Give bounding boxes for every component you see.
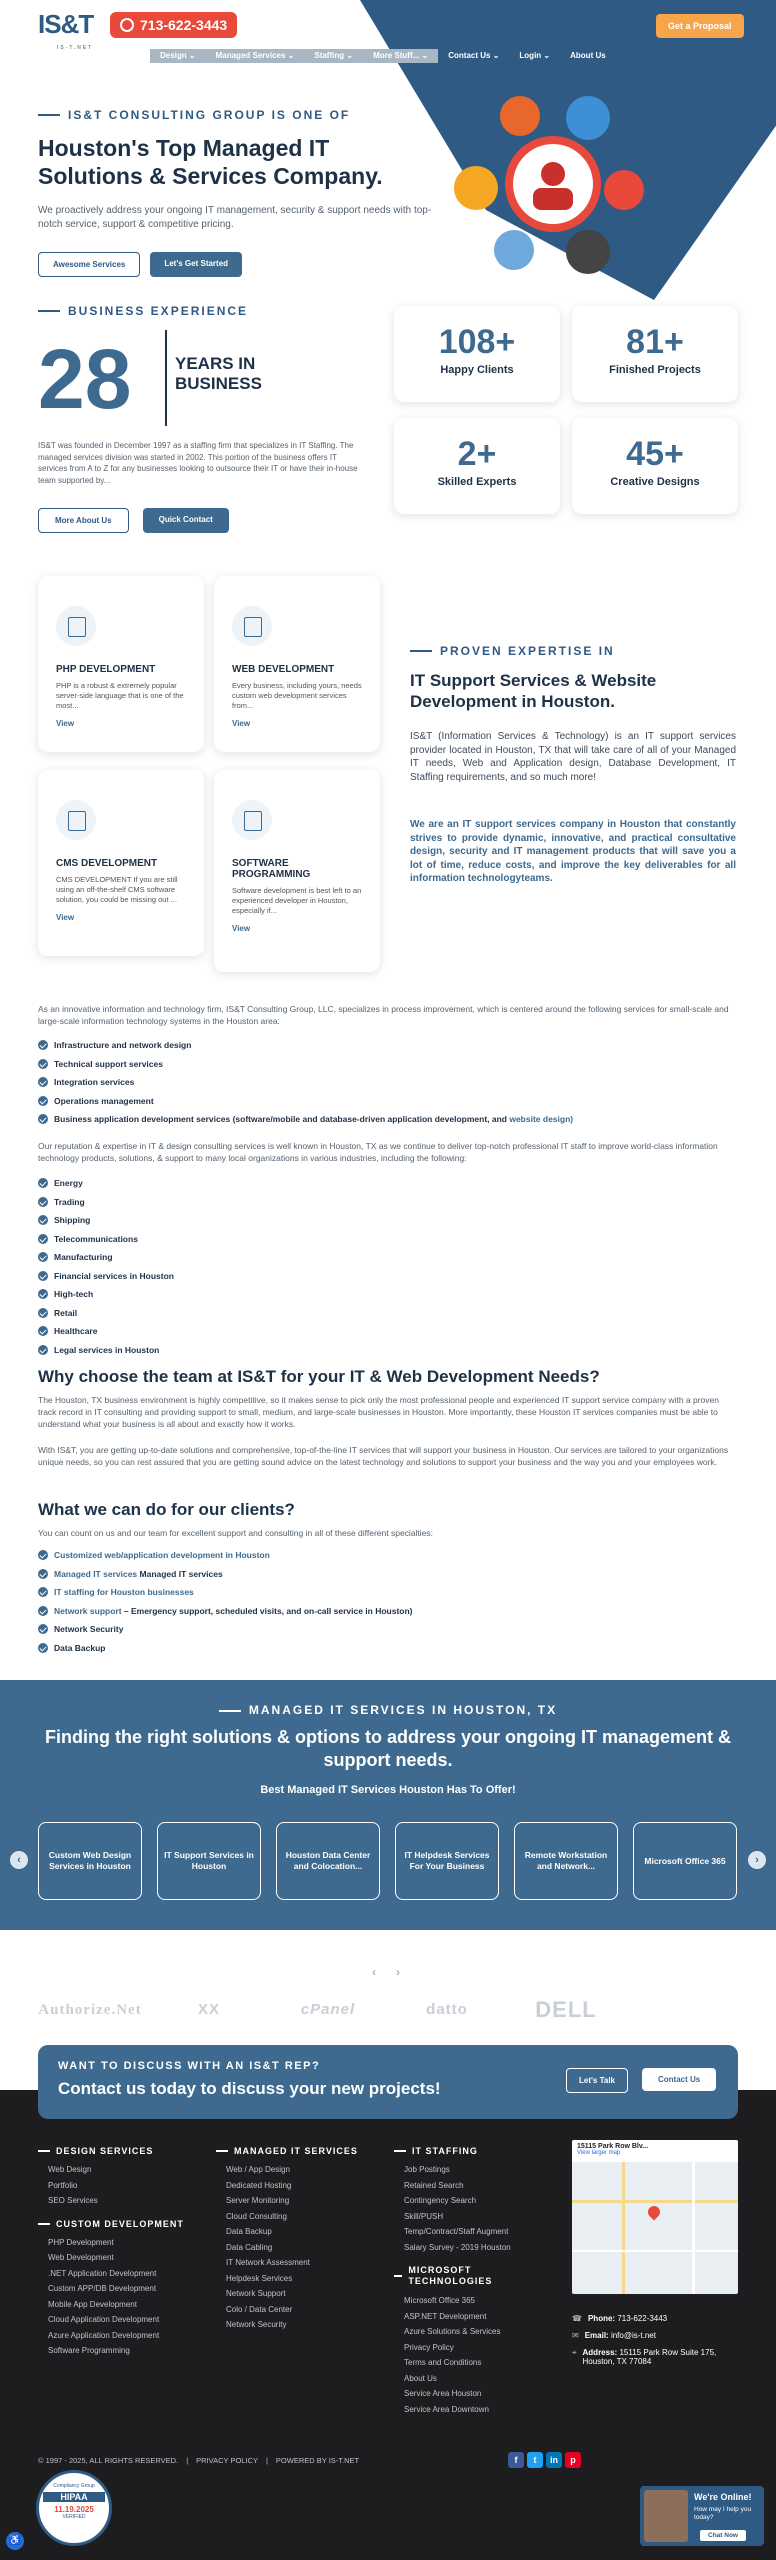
footer-link[interactable]: Mobile App Development [48,2299,137,2309]
list-item: Data Backup [38,1639,738,1658]
check-icon [38,1326,48,1336]
proven-bold-paragraph: We are an IT support services company in Houston that constantly strives to provide dynamic, innovative, and practical consultative design, security and IT management products that will save you a lot of time, reduce costs, and improve the key deliverables for all information technologyteams. [410,819,736,884]
footer-link[interactable]: .NET Application Development [48,2268,157,2278]
list-item [38,1546,738,1565]
it-staffing-link[interactable]: IT staffing for Houston businesses [54,1587,194,1598]
managed-eyebrow: MANAGED IT SERVICES IN HOUSTON, TX [0,1703,776,1717]
partner-logo-6 [633,1993,737,2027]
check-icon [38,1040,48,1050]
footer-link[interactable]: About Us [404,2373,437,2383]
list-item: Technical support services [38,1055,738,1074]
custom-web-link[interactable]: Customized web/application development in Houston [54,1550,270,1561]
list-item: Business application development services (software/mobile and database-driven application development, and website design) [38,1110,738,1129]
why-paragraph-1: The Houston, TX business environment is highly competitive, so it makes sense to pick only the most professional people and experienced IT support service company with a proven track record in IT consulting and providing support to small, medium, and large-scale businesses in Houston. More importantly, these Houston IT services companies must be able to understand what your business is all about and exactly how it works. [38,1395,719,1429]
footer-link[interactable]: Service Area Houston [404,2389,482,2398]
partner-logo-2: XX [197,2001,220,2018]
person-body-icon [533,188,573,210]
social-icons [508,2452,584,2468]
footer-link[interactable]: Network Security [226,2320,287,2329]
footer-link[interactable]: Temp/Contract/Staff Augment [404,2227,509,2236]
whatwedo-title: What we can do for our clients? [38,1500,295,1519]
intro-paragraph: As an innovative information and technology firm, IS&T Consulting Group, LLC, specializes in process improvement, which is centered around the following services for small-scale and large-scale information technology systems in the Houston area: [38,1004,729,1026]
check-icon [38,1345,48,1355]
list-item: Network support – Emergency support, scheduled visits, and on-call service in Houston) [38,1602,738,1621]
yellow-bubble-icon [454,166,498,210]
footer-link[interactable]: Microsoft Office 365 [404,2296,475,2305]
orange-bubble-icon [500,96,540,136]
footer-link[interactable]: Portfolio [48,2180,78,2190]
nav-contact-us[interactable]: Contact Us ⌄ [448,51,500,60]
nav-about-us[interactable]: About Us [570,51,606,60]
view-link[interactable]: View [232,924,251,933]
network-support-link[interactable]: Network support [54,1605,122,1616]
check-icon [38,1178,48,1188]
chat-now-button[interactable]: Chat Now [700,2530,746,2541]
footer-link[interactable]: Data Cabling [226,2242,273,2252]
email-icon: ✉ [572,2331,579,2340]
services-list [38,1036,738,1129]
footer-link[interactable]: Software Programming [48,2346,130,2355]
why-title: Why choose the team at IS&T for your IT & Web Development Needs? [38,1367,600,1386]
check-icon [38,1059,48,1069]
list-item: Healthcare [38,1322,438,1341]
managed-it-link[interactable]: Managed IT services [54,1568,138,1579]
cta-eyebrow: WANT TO DISCUSS WITH AN IS&T REP? [58,2060,321,2072]
check-icon [38,1587,48,1597]
phone-button[interactable]: 713-622-3443 [110,12,237,38]
map-larger-link[interactable]: View larger map [577,2150,621,2156]
experience-actions [38,508,229,533]
footer-contact [572,2314,742,2366]
partner-logo-datto: datto [426,2001,468,2018]
check-icon [38,1252,48,1262]
whatwedo-intro: You can count on us and our team for excellent support and consulting in all of these different specialties: [38,1528,434,1538]
check-icon [38,1289,48,1299]
footer-link[interactable]: Azure Solutions & Services [404,2327,501,2336]
hero-title: Houston's Top Managed IT Solutions & Services Company. [38,135,383,189]
footer-link[interactable]: Web Design [48,2165,92,2174]
contact-phone: ☎ Phone: 713-622-3443 [572,2314,668,2323]
footer-link[interactable]: Skill/PUSH [404,2211,444,2221]
footer-link[interactable]: Network Support [226,2289,286,2298]
service-card[interactable]: IT Support Services in Houston [157,1822,261,1900]
list-item: Operations management [38,1092,738,1111]
hipaa-badge[interactable]: Compliancy Group HIPAA 11.19.2025 VERIFIED [36,2470,112,2546]
footer-link[interactable]: Helpdesk Services [226,2273,293,2283]
footer-link[interactable]: Terms and Conditions [404,2358,482,2367]
footer-staffing-col: IT STAFFING Job Postings Retained Search Contingency Search Skill/PUSH Temp/Contract/Staff Augment Salary Survey - 2019 Houston MICROSOFT TECHNOLOGIES Microsoft Office 365 ASP.NET Development Azure Solutions & Services Privacy Policy Terms and Conditions About Us Service Area Houston Service Area Downtown [394,2146,514,2417]
list-item: Infrastructure and network design [38,1036,738,1055]
service-card[interactable]: IT Helpdesk Services For Your Business [395,1822,499,1900]
php-icon [56,606,96,646]
check-icon [38,1606,48,1616]
contact-email: ✉ Email: info@is-t.net [572,2331,656,2340]
list-item: Integration services [38,1073,738,1092]
nav-staffing[interactable]: Staffing ⌄ [304,49,363,63]
list-item: Manufacturing [38,1248,438,1267]
chat-widget[interactable]: We're Online! How may I help you today? Chat Now [640,2486,764,2546]
lets-get-started-button[interactable]: Let's Get Started [150,252,242,277]
person-head-icon [541,162,565,186]
carousel-next-icon[interactable]: › [748,1851,766,1869]
years-label: YEARS IN BUSINESS [175,354,262,393]
footer-link[interactable]: Dedicated Hosting [226,2180,292,2190]
hero-eyebrow: IS&T CONSULTING GROUP IS ONE OF [38,108,350,122]
footer-design-col: DESIGN SERVICES Web Design Portfolio SEO Services CUSTOM DEVELOPMENT PHP Development Web Development .NET Application Development Custom APP/DB Development Mobile App Development Cloud Application Development Azure Application Development Software Programming [38,2146,184,2359]
card-web-development[interactable]: WEB DEVELOPMENT Every business, including yours, needs custom web development services from... View [214,576,380,752]
website-design-link[interactable]: website design) [509,1114,574,1125]
footer-link[interactable]: PHP Development [48,2237,114,2247]
footer-link[interactable]: Colo / Data Center [226,2304,293,2314]
check-icon [38,1096,48,1106]
footer-link[interactable]: Salary Survey - 2019 Houston [404,2242,511,2252]
list-item: Managed IT services Managed IT services [38,1565,738,1584]
check-icon [38,1308,48,1318]
main-nav [150,49,616,63]
view-link[interactable]: View [56,719,75,728]
stat-finished-projects: 81+ Finished Projects [572,306,738,402]
map-embed[interactable] [572,2140,738,2294]
check-icon [38,1643,48,1653]
list-item: Retail [38,1304,438,1323]
phone-icon: ☎ [572,2314,582,2323]
service-card[interactable]: Microsoft Office 365 [633,1822,737,1900]
cms-icon [56,800,96,840]
footer-link[interactable]: Retained Search [404,2180,464,2190]
pinterest-icon[interactable]: p [565,2452,581,2468]
partner-logo-cpanel: cPanel [300,2001,356,2018]
managed-subtitle: Best Managed IT Services Houston Has To Offer! [260,1784,516,1796]
cta-title: Contact us today to discuss your new projects! [58,2079,441,2098]
footer-link[interactable]: Web / App Design [226,2165,290,2174]
footer-bottom-bar: © 1997 - 2025, ALL RIGHTS RESERVED. | PRIVACY POLICY | POWERED BY IS-T.NET [38,2456,360,2465]
contact-us-button[interactable]: Contact Us [642,2068,716,2091]
stat-creative-designs: 45+ Creative Designs [572,418,738,514]
footer-link[interactable]: Cloud Consulting [226,2211,287,2221]
footer-link[interactable]: Privacy Policy [404,2342,454,2352]
twitter-icon[interactable]: t [527,2452,543,2468]
contact-address: ⌖ Address: 15115 Park Row Suite 175, Houston, TX 77084 [572,2348,717,2366]
facebook-icon[interactable]: f [508,2452,524,2468]
managed-title: Finding the right solutions & options to address your ongoing IT management & support needs. [45,1727,731,1770]
software-icon [232,800,272,840]
years-divider [165,330,167,426]
phone-icon [120,18,134,32]
list-item: Legal services in Houston [38,1341,438,1360]
check-icon [38,1114,48,1124]
check-icon [38,1624,48,1634]
stat-happy-clients: 108+ Happy Clients [394,306,560,402]
logo[interactable]: IS&T IS-T.NET [38,9,94,51]
footer-link[interactable]: Cloud Application Development [48,2315,160,2324]
experience-text: IS&T was founded in December 1997 as a staffing firm that specializes in IT Staffing. The managed services division was started in 2002. This portion of the business offers IT services from A to Z for any businesses looking to outsource their IT or have their in-house team supported by... [38,441,358,485]
check-icon [38,1197,48,1207]
web-icon [232,606,272,646]
nav-more-stuff[interactable]: More Stuff... ⌄ [363,49,438,63]
partners-next-icon[interactable]: › [396,1965,400,1979]
list-item: Financial services in Houston [38,1267,438,1286]
nav-managed-services[interactable]: Managed Services ⌄ [206,49,305,63]
list-item [38,1583,738,1602]
gear-bubble-icon [604,170,644,210]
computer-bubble-icon [566,230,610,274]
proven-title: IT Support Services & Website Development in Houston. [410,671,657,711]
service-card[interactable]: Houston Data Center and Colocation... [276,1822,380,1900]
check-icon [38,1077,48,1087]
list-item: Telecommunications [38,1230,438,1249]
view-link[interactable]: View [232,719,251,728]
check-icon [38,1234,48,1244]
chat-agent-avatar [644,2490,688,2542]
nav-login[interactable]: Login ⌄ [519,51,551,60]
footer-link[interactable]: Job Postings [404,2165,450,2174]
partners-prev-icon[interactable]: ‹ [372,1965,376,1979]
lets-talk-button[interactable]: Let's Talk [566,2068,628,2093]
service-card[interactable]: Custom Web Design Services in Houston [38,1822,142,1900]
view-link[interactable]: View [56,913,75,922]
footer-link[interactable]: Server Monitoring [226,2196,290,2205]
proven-eyebrow: PROVEN EXPERTISE IN [410,644,615,658]
linkedin-icon[interactable]: in [546,2452,562,2468]
hero-description: We proactively address your ongoing IT management, security & support needs with top-notch service, support & competitive pricing. [38,205,432,230]
footer-link[interactable]: ASP.NET Development [404,2311,487,2321]
phone-bubble-icon [494,230,534,270]
footer-link[interactable]: IT Network Assessment [226,2258,310,2267]
card-cms-development[interactable]: CMS DEVELOPMENT CMS DEVELOPMENT If you are still using an off-the-shelf CMS software solution, you could be missing out ... View [38,770,204,956]
map-address: 15115 Park Row Blv... [577,2143,649,2150]
carousel-prev-icon[interactable]: ‹ [10,1851,28,1869]
check-icon [38,1569,48,1579]
experience-eyebrow: BUSINESS EXPERIENCE [38,304,248,318]
quick-contact-button[interactable]: Quick Contact [143,508,229,533]
copyright: © 1997 - 2025, ALL RIGHTS RESERVED. [38,2456,179,2465]
proven-paragraph: IS&T (Information Services & Technology) is an IT support services provider located in Houston, TX that will take care of all of your Managed IT needs, Web and Application design, Database Development, IT Staffing requirements, and so much more! [410,731,736,783]
more-about-us-button[interactable]: More About Us [38,508,129,533]
whatwedo-list [38,1546,738,1657]
industries-paragraph: Our reputation & expertise in IT & design consulting services is well known in Houston, TX as we continue to deliver top-notch professional IT staff to improve world-class information technology products, solutions, & support to many local organizations in various industries, including the following: [38,1141,718,1163]
privacy-link[interactable]: PRIVACY POLICY [196,2456,258,2465]
check-icon [38,1215,48,1225]
footer-managed-col: MANAGED IT SERVICES Web / App Design Dedicated Hosting Server Monitoring Cloud Consulting Data Backup Data Cabling IT Network Assessment Helpdesk Services Network Support Colo / Data Center Network Security [216,2146,358,2333]
stat-skilled-experts: 2+ Skilled Experts [394,418,560,514]
industries-list [38,1174,438,1359]
footer-link[interactable]: Azure Application Development [48,2330,160,2340]
list-item: Trading [38,1193,438,1212]
years-number: 28 [38,332,132,426]
location-icon: ⌖ [572,2348,577,2357]
cloud-bubble-icon [566,96,610,140]
powered-link[interactable]: POWERED BY IS-T.NET [275,2456,360,2465]
card-php-development[interactable]: PHP DEVELOPMENT PHP is a robust & extremely popular server-side language that is one of the most... View [38,576,204,752]
hero-actions [38,252,242,277]
accessibility-icon[interactable]: ♿ [6,2532,24,2550]
nav-design[interactable]: Design ⌄ [150,49,206,63]
check-icon [38,1550,48,1560]
list-item: Energy [38,1174,438,1193]
list-item: Shipping [38,1211,438,1230]
hero-illustration [448,88,658,288]
footer-link[interactable]: SEO Services [48,2196,98,2205]
why-paragraph-2: With IS&T, you are getting up-to-date solutions and comprehensive, top-of-the-line IT services that will support your business in Houston. Our services are tailored to your organizations unique needs, so you can rest assured that you are getting sound advice on the latest technology and solutions to support your business and the way you and your employees work. [38,1445,729,1467]
footer-link[interactable]: Web Development [48,2253,114,2262]
card-software-programming[interactable]: SOFTWARE PROGRAMMING Software development is best left to an experienced developer in Houston, especially if... View [214,770,380,972]
footer-link[interactable]: Service Area Downtown [404,2404,489,2414]
service-card[interactable]: Remote Workstation and Network... [514,1822,618,1900]
footer-link[interactable]: Custom APP/DB Development [48,2284,157,2293]
footer-link[interactable]: Contingency Search [404,2196,477,2205]
list-item: High-tech [38,1285,438,1304]
partner-logo-dell: DELL [535,1997,597,2022]
check-icon [38,1271,48,1281]
list-item: Network Security [38,1620,738,1639]
get-proposal-button[interactable]: Get a Proposal [656,14,744,38]
footer-link[interactable]: Data Backup [226,2227,272,2236]
partner-logo-authorize: Authorize.Net [38,2002,142,2018]
awesome-services-button[interactable]: Awesome Services [38,252,140,277]
map-pin-icon [646,2204,663,2221]
